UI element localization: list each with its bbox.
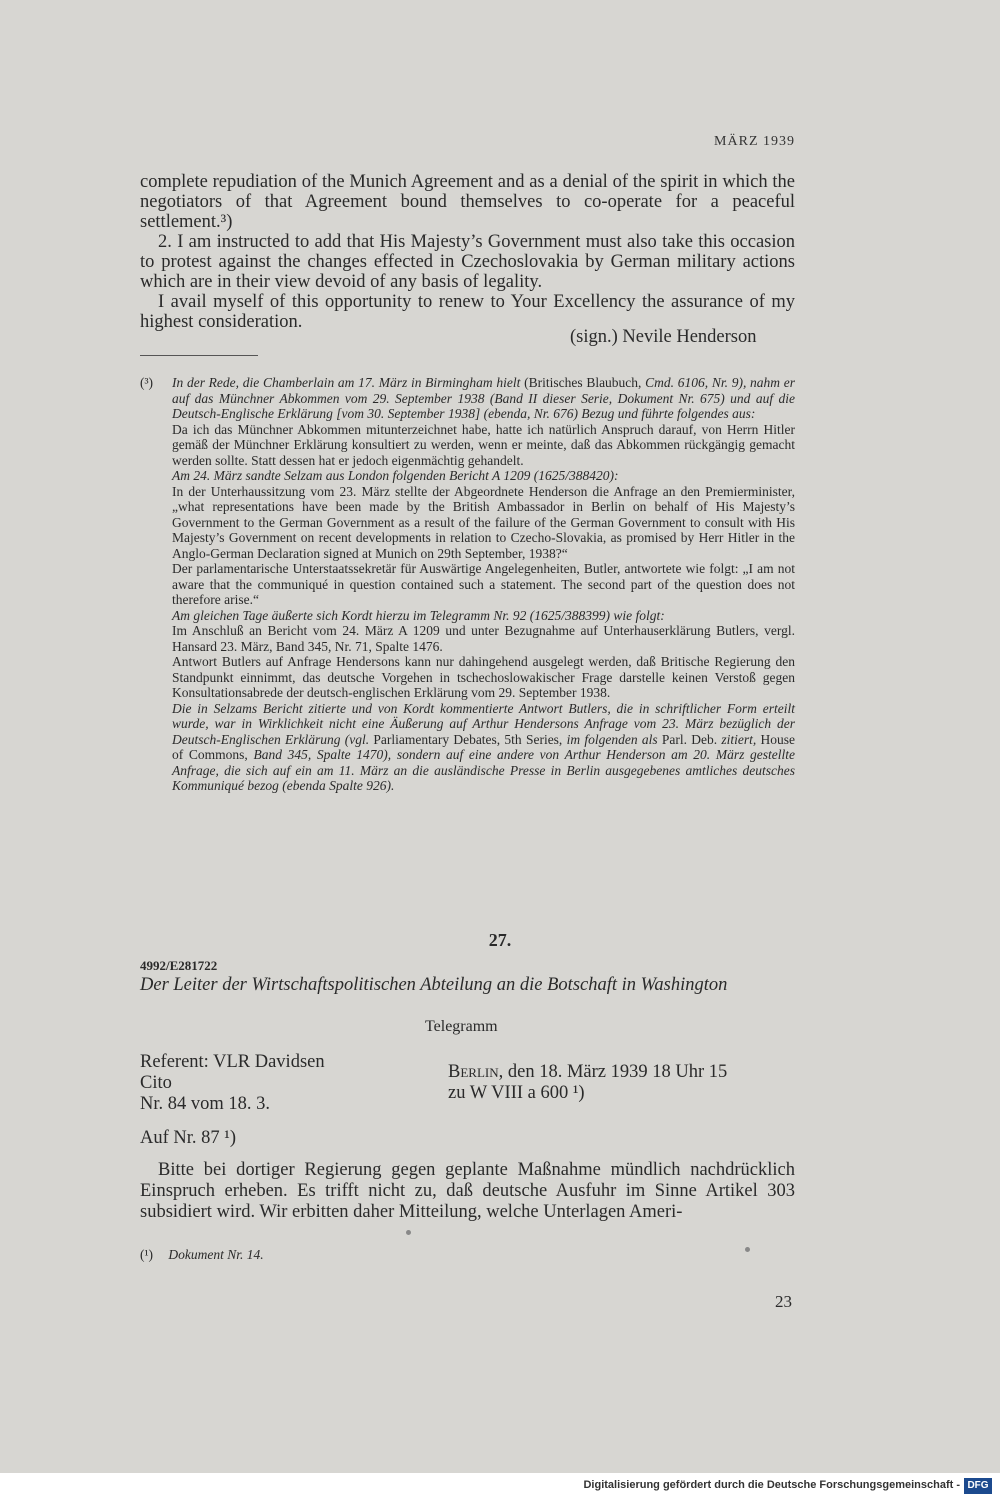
footnote-1	[140, 1247, 264, 1263]
running-head: MÄRZ 1939	[714, 134, 795, 149]
dfg-footer	[0, 1473, 1000, 1501]
footnote-marker: (¹)	[140, 1247, 154, 1262]
footnote-3	[140, 375, 795, 794]
auf-nr: Auf Nr. 87 ¹)	[140, 1128, 236, 1148]
footnote-marker: (³)	[140, 375, 154, 390]
letter-body	[140, 172, 795, 332]
cito: Cito	[140, 1073, 172, 1093]
footnote-segment: zitiert,	[721, 731, 757, 747]
file-reference: 4992/E281722	[140, 958, 218, 973]
referent: Referent: VLR Davidsen	[140, 1052, 325, 1072]
meta-left	[140, 1052, 325, 1115]
page-number: 23	[775, 1292, 792, 1311]
footnote-text: Dokument Nr. 14.	[168, 1247, 264, 1262]
document-title: Der Leiter der Wirtschaftspolitischen Abteilung an die Botschaft in Washington	[140, 975, 728, 995]
footnote-paragraph	[140, 375, 795, 422]
ink-smudge	[406, 1230, 411, 1235]
footnote-paragraph	[140, 701, 795, 794]
meta-right	[448, 1062, 727, 1104]
telegram-body: Bitte bei dortiger Regierung gegen geplante Maßnahme mündlich nachdrücklich Einspruch erheben. Es trifft nicht zu, daß deutsche Ausfuhr im Sinne Artikel 303 subsidiert wird. Wir erbitten daher Mitteilung, welche Unterlagen Ameri-	[140, 1160, 795, 1222]
footnote-paragraph: Am gleichen Tage äußerte sich Kordt hierzu im Telegramm Nr. 92 (1625/388399) wie folgt:	[172, 607, 665, 623]
footnote-segment: Cmd. 6106, Nr. 9), nahm er auf das Münchner Abkommen vom 29. September 1938 (Band II dieser Serie, Dokument Nr. 675) und auf die Deutsch-Englische Erklärung [vom 30. September 1938] (ebenda, Nr. 676) Bezug und führte folgendes aus:	[172, 375, 795, 421]
footnote-segment: Parl. Deb.	[657, 731, 722, 747]
footnote-segment: In der Rede, die Chamberlain am 17. März in Birmingham hielt	[172, 375, 521, 390]
footnote-segment: (Britisches Blaubuch,	[520, 375, 646, 390]
dfg-logo: DFG	[964, 1478, 992, 1494]
footnote-paragraph: Der parlamentarische Unterstaatssekretär für Auswärtige Angelegenheiten, Butler, antwortete wie folgt: „I am not aware that the communiqué in question contained such a statement. The second part of the question does not therefore arise.“	[172, 561, 795, 607]
footnote-paragraph: Da ich das Münchner Abkommen mitunterzeichnet habe, hatte ich natürlich Anspruch darauf, von Herrn Hitler gemäß der Münchner Erklärung konsultiert zu werden, wenn er meinte, daß das Abkommen rückgängig gemacht werden sollte. Statt dessen hat er jedoch eigenmächtig gehandelt.	[172, 421, 795, 468]
footnote-segment: Band 345, Spalte 1470), sondern auf eine andere von Arthur Henderson am 20. März gestellte Anfrage, die sich auf ein am 11. März an die ausländische Presse in Berlin ausgegebenes amtliches deutsches Kommuniqué bezog (ebenda Spalte 926).	[172, 747, 795, 793]
date-line	[448, 1062, 727, 1083]
footnote-segment: Die in Selzams Bericht zitierte und von Kordt kommentierte Antwort Butlers, die in schriftlicher Form erteilt wurde, war in Wirklichkeit nicht eine Äußerung auf Arthur Hendersons Anfrage vom 23. März bezüglich der Deutsch-Englischen Erklärung (vgl.	[172, 700, 795, 747]
paragraph: complete repudiation of the Munich Agreement and as a denial of the spirit in which the negotiators of that Agreement bound themselves to co-operate for a peaceful settlement.³)	[140, 172, 795, 232]
reference-line: zu W VIII a 600 ¹)	[448, 1083, 585, 1103]
footnote-segment: Parliamentary Debates, 5th Series,	[369, 731, 567, 747]
footnote-paragraph: In der Unterhaussitzung vom 23. März stellte der Abgeordnete Henderson die Anfrage an den Premierminister, „what representations have been made by the British Ambassador in Berlin on behalf of His Majesty’s Government to the German Government as a result of the failure of the German Government to consult with His Majesty’s Government on recent developments in relation to Czecho-Slovakia, as promised by Herr Hitler in the Anglo-German Declaration signed at Munich on 29th September, 1938?“	[172, 483, 795, 561]
footnote-segment: House of Commons,	[172, 731, 796, 762]
telegram-number: Nr. 84 vom 18. 3.	[140, 1094, 271, 1114]
date-time: , den 18. März 1939 18 Uhr 15	[498, 1062, 728, 1082]
paragraph: I avail myself of this opportunity to renew to Your Excellency the assurance of my highest consideration.	[140, 292, 795, 332]
footnote-paragraph: Am 24. März sandte Selzam aus London folgenden Bericht A 1209 (1625/388420):	[172, 468, 619, 483]
footnote-paragraph: Antwort Butlers auf Anfrage Hendersons kann nur dahingehend ausgelegt werden, daß Britische Regierung den Standpunkt einnimmt, das deutsche Vorgehen in tschechoslowakischer Frage darstelle keinen Verstoß gegen Konsultationsabrede der deutsch-englischen Erklärung vom 29. September 1938.	[172, 654, 795, 700]
place: Berlin	[448, 1062, 499, 1082]
signature: (sign.) Nevile Henderson	[570, 327, 757, 347]
ink-smudge	[745, 1247, 750, 1252]
paragraph: 2. I am instructed to add that His Majesty’s Government must also take this occasion to protest against the changes effected in Czechoslovakia by German military actions which are in their view devoid of any basis of legality.	[140, 232, 795, 292]
document-type: Telegramm	[425, 1018, 498, 1035]
document-number: 27.	[488, 930, 512, 950]
footnote-rule	[140, 355, 258, 356]
dfg-footer-text: Digitalisierung gefördert durch die Deutsche Forschungsgemeinschaft -	[583, 1479, 960, 1491]
footnote-paragraph: Im Anschluß an Bericht vom 24. März A 1209 und unter Bezugnahme auf Unterhauserklärung Butlers, vergl. Hansard 23. März, Band 345, Nr. 71, Spalte 1476.	[172, 623, 795, 654]
footnote-segment: im folgenden als	[566, 731, 658, 747]
